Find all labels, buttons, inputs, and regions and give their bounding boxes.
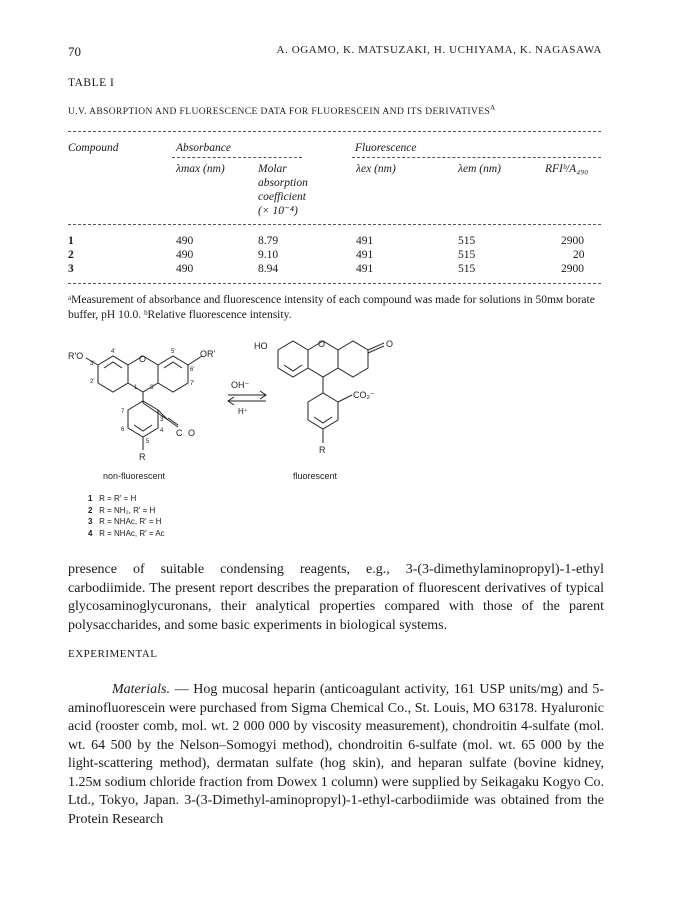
table-header-rule [68,224,601,225]
materials-text: — Hog mucosal heparin (anticoagulant activity, 161 USP units/mg) and 5-aminofluorescein were purchased from Sigma Chemical Co., St. Louis, MO 63178. Hyaluronic acid (rooster comb, mol. wt. 2 000 000 by viscosity measurement), chondroitin 4-sulfate (mol. wt. 64 500 by the Nelson–Somogyi method), chondroitin 6-sulfate (mol. wt. 65 000 by the light-scattering method), dermatan sulfate (hog skin), and heparan sulfate (bovine kidney, 1.25ᴍ sodium chloride fraction from Dowex 1 column) were supplied by Seikagaku Kogyo Co. Ltd., Tokyo, Japan. 3-(3-Dimethyl-aminopropyl)-1-ethyl-carbodiimide was obtained from the Protein Research [68,682,604,827]
position-number: 2' [90,379,95,385]
left-ro-label: R'O [68,351,84,361]
cell-lambda-max: 490 [176,235,194,247]
compound-legend-item [88,505,165,517]
col-header-molar-1: Molar [258,163,287,175]
compound-legend [88,493,165,539]
cell-lambda-em: 515 [458,249,476,261]
cell-rfi: 2900 [561,235,584,247]
cell-rfi: 2900 [561,263,584,275]
compound-number: 2 [88,505,93,515]
cell-compound: 1 [68,235,74,247]
cell-molar: 8.79 [258,235,279,247]
col-header-lambda-ex: λex (nm) [356,163,396,175]
compound-number: 3 [88,517,93,526]
cell-lambda-max: 490 [176,263,194,275]
col-header-compound: Compound [68,142,119,154]
cell-rfi: 20 [573,249,585,261]
compound-definition: R = R' = H [99,494,137,503]
table-bottom-rule [68,283,601,284]
cell-molar: 9.10 [258,249,279,261]
left-state-label: non-fluorescent [103,471,166,481]
position-number: 3 [160,417,164,423]
paragraph-materials [68,681,604,829]
right-state-label: fluorescent [293,471,338,481]
col-header-fluorescence: Fluorescence [355,142,417,154]
compound-legend-item [88,493,165,505]
section-heading: EXPERIMENTAL [68,648,158,660]
cell-lambda-ex: 491 [356,249,374,261]
running-head-authors: A. OGAMO, K. MATSUZAKI, H. UCHIYAMA, K. NAGASAWA [276,44,602,56]
right-ring-c [338,341,368,377]
position-number: 3' [90,361,95,367]
position-number: 6' [190,367,195,373]
compound-definition: R = NHAc, R' = H [99,517,162,526]
paragraph-intro: presence of suitable condensing reagents, e.g., 3-(3-dimethylaminopropyl)-1-ethyl carbodiimide. The present report describes the preparation of fluorescent derivatives of typical glycosaminoglycuronans, their analytical properties compared with those of the parent polysaccharides, and some basic experiments in biological systems. [68,562,604,633]
cell-compound: 2 [68,249,74,261]
table-title-text: U.V. ABSORPTION AND FLUORESCENCE DATA FOR FLUORESCEIN AND ITS DERIVATIVES [68,107,491,118]
right-ho-label: HO [254,341,268,351]
position-number: 4 [160,428,164,434]
cell-compound: 3 [68,263,74,275]
table-label: TABLE I [68,77,115,89]
table-top-rule [68,131,601,132]
left-r-label: R [139,452,146,462]
position-number: 6 [121,427,125,433]
page-number: 70 [68,44,81,59]
table-title [68,104,496,117]
position-number: 5' [171,349,176,355]
position-number: 5 [146,439,150,445]
col-header-lambda-max: λmax (nm) [176,163,225,175]
fluorescence-spanner-rule [352,157,601,158]
col-header-molar-2: absorption [258,177,308,189]
col-header-lambda-em: λem (nm) [458,163,501,175]
compound-definition: R = NH₂, R' = H [99,505,156,515]
carbonyl-c-label: C [176,428,183,438]
position-number: 8' [150,385,155,391]
reverse-reagent-label: H⁺ [238,407,248,416]
col-header-molar-4: (× 10⁻⁴) [258,205,298,217]
cell-lambda-ex: 491 [356,263,374,275]
cell-lambda-ex: 491 [356,235,374,247]
cell-lambda-em: 515 [458,263,476,275]
cell-lambda-max: 490 [176,249,194,261]
right-r-label: R [319,445,326,455]
left-or-label: OR' [200,349,216,359]
right-keto-label: O [386,339,394,349]
position-number: 1 [134,385,138,391]
position-number: 7' [190,381,195,387]
cell-molar: 8.94 [258,263,279,275]
carbonyl-o-label: O [188,428,196,438]
col-header-rfi: RFIᵇ/A₄₉₀ [545,163,589,175]
left-ring-o-label: O [139,354,147,364]
compound-definition: R = NHAc, R' = Ac [99,528,165,538]
position-number: 7 [121,409,125,415]
table-footnote: ᵃMeasurement of absorbance and fluorescence intensity of each compound was made for solutions in 50mᴍ borate buffer, pH 10.0. ᵇRelative fluorescence intensity. [68,294,595,321]
table-title-marker: A [490,104,496,112]
compound-number: 4 [88,528,93,538]
cell-lambda-em: 515 [458,235,476,247]
materials-run-in-heading: Materials. [112,682,170,697]
compound-legend-item [88,528,165,540]
absorbance-spanner-rule [172,157,302,158]
compound-number: 1 [88,494,93,503]
carboxylate-label: CO₂⁻ [353,390,375,400]
compound-legend-item [88,516,165,528]
col-header-absorbance: Absorbance [176,142,231,154]
right-ring-o-label: O [318,339,326,349]
position-number: 4' [111,349,116,355]
col-header-molar-3: coefficient [258,191,306,203]
forward-reagent-label: OH⁻ [231,380,250,390]
